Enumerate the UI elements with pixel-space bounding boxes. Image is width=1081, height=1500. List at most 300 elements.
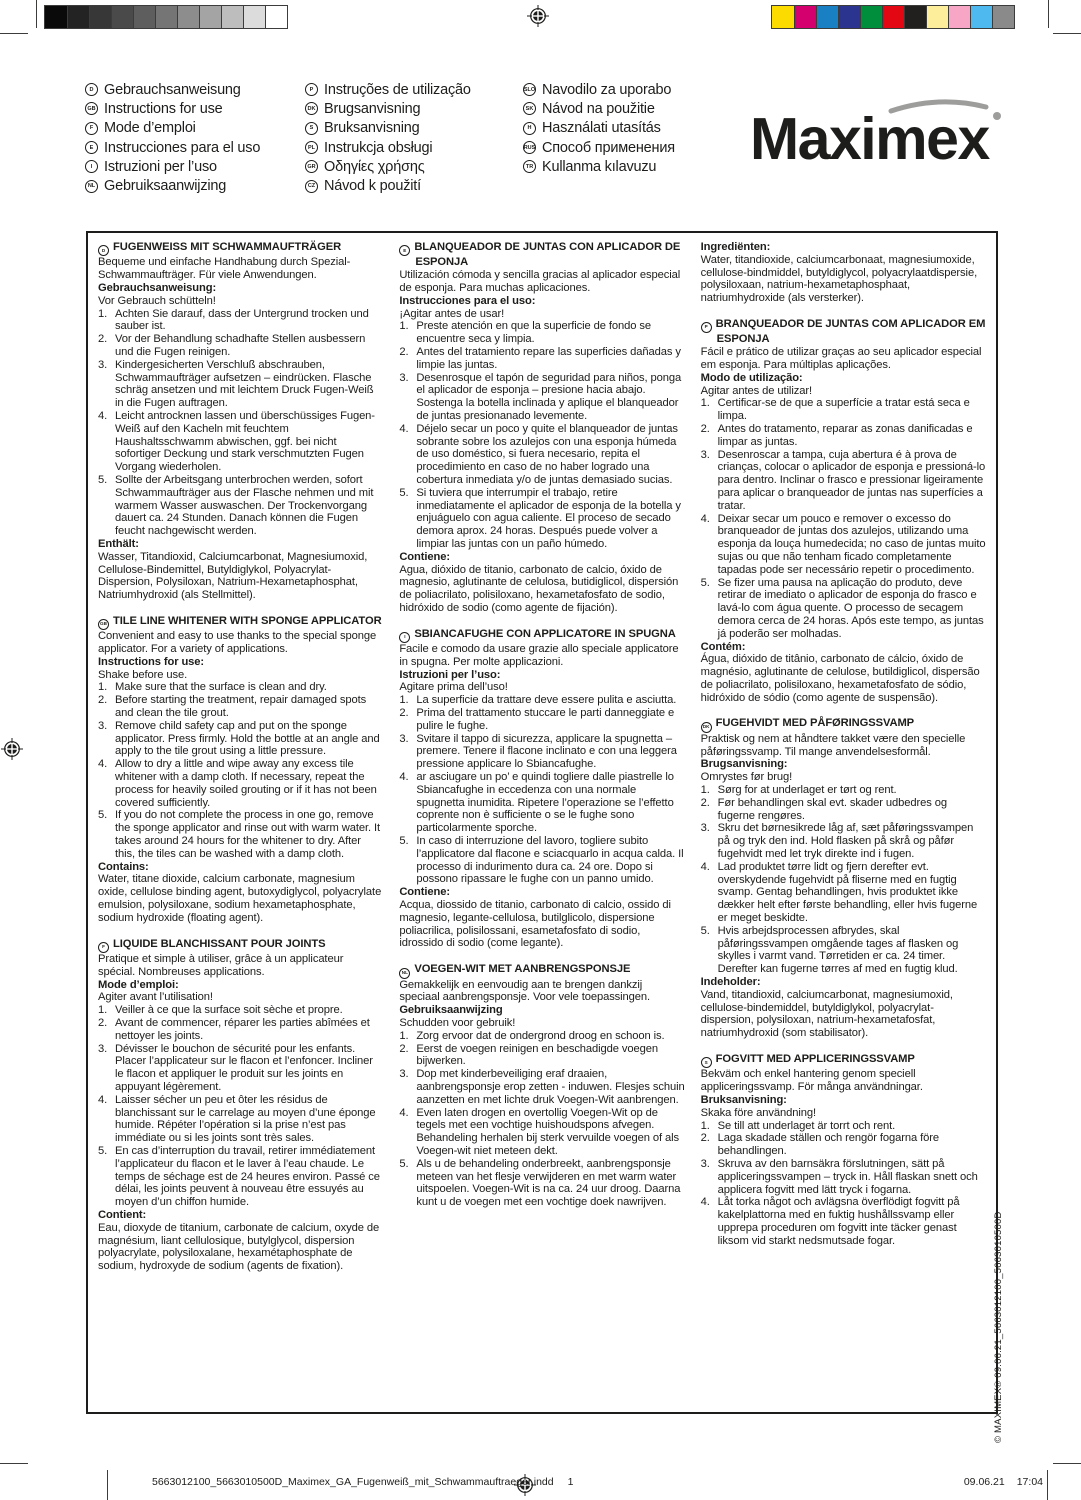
crop-mark (107, 1470, 108, 1500)
list-text: Sollte der Arbeitsgang unterbrochen werden, sofort Schwammaufträger aus der Flasche nehmen und mit warmem Wasser auswaschen. Der Trockenvorgang dauert ca. 24 Stunden. Danach können die Fugen feucht nachgewischt werden. (115, 473, 374, 538)
list-text: Svitare il tappo di sicurezza, applicare la spugnetta – premere. Tenere il flacone inclinato e con una leggera pressione applicare lo Sbiancafughe. (416, 732, 677, 771)
color-calibration-bar (771, 5, 1015, 29)
list-number: 1. (98, 681, 108, 694)
paragraph: Agiter avant l’utilisation! (98, 991, 213, 1004)
list-text: Si tuviera que interrumpir el trabajo, retire inmediatamente el aplicador de esponja de la botella y enjuáguelo con agua caliente. El proceso de secado demora aprox. 24 horas. Después puede volver a limpiar las juntas con un paño húmedo. (416, 486, 681, 550)
crop-mark (1053, 1463, 1081, 1464)
list-number: 5. (700, 576, 710, 589)
list-item (98, 1094, 383, 1145)
footer-page-number: 1 (567, 1476, 574, 1488)
crop-mark (36, 0, 37, 28)
color-swatch (926, 6, 948, 28)
color-swatch (89, 6, 111, 28)
list-item (701, 577, 986, 641)
subheading: Contém: (700, 640, 746, 653)
language-code-badge: I (85, 160, 98, 173)
list-text: Als u de behandeling onderbreekt, aanbrengsponsje meteen van het flesje verwijderen en met warm water uitspoelen. Voegen-Wit is na ca. 24 uur droog. Daarna kunt u de voegen met een vochtige doek nawrijven. (416, 1157, 681, 1209)
color-swatch (155, 6, 177, 28)
paragraph: Eau, dioxyde de titanium, carbonate de calcium, oxyde de magnésium, liant cellulosique, butylglycol, dispersion polyacrylate, polysiloxalane, hexamétaphosphate de sodium, hydroxyde de sodium (agents de fixation). (98, 1221, 380, 1273)
footer-filename (152, 1476, 573, 1488)
list-text: Déjelo secar un poco y quite el blanqueador de juntas sobrante sobre los azulejos con una esponja húmeda de uso doméstico, si fuera necesario, repita el procedimiento en caso de no haber logrado una cobertura inmediata y/o de juntas demasiado sucias. (416, 422, 678, 486)
color-swatch (948, 6, 970, 28)
color-swatch (772, 6, 794, 28)
language-code-badge: GR (305, 160, 318, 173)
color-swatch (243, 6, 265, 28)
list-item (98, 720, 383, 758)
section-title-text: BRANQUEADOR DE JUNTAS COM APLICADOR EM ESPONJA (715, 317, 986, 346)
paragraph: Bekväm och enkel hantering genom speciell appliceringssvamp. För många användningar. (700, 1068, 923, 1094)
list-item (701, 861, 986, 925)
list-item (98, 809, 383, 860)
list-item (399, 733, 684, 771)
logo-arc-icon (750, 94, 1012, 136)
list-text: Antes do tratamento, reparar as zonas danificadas e limpar as juntas. (717, 422, 973, 448)
list-text: Laga skadade ställen och rengör fogarna före behandlingen. (717, 1132, 940, 1158)
list-text: Achten Sie darauf, dass der Untergrund trocken und sauber ist. (115, 307, 369, 333)
list-item (399, 320, 684, 346)
subheading: Bruksanvisning: (700, 1093, 787, 1106)
section-title (399, 963, 684, 978)
list-number: 3. (700, 822, 710, 835)
subheading: Instructions for use: (98, 655, 205, 668)
language-code-badge: NL (85, 180, 98, 193)
language-label: Instructions for use (104, 100, 223, 117)
color-swatch (970, 6, 992, 28)
color-swatch (45, 6, 67, 28)
language-label: Návod na použitie (542, 100, 655, 117)
paragraph: Schudden voor gebruik! (399, 1017, 516, 1029)
list-text: Certificar-se de que a superfície a tratar está seca e limpa. (717, 397, 970, 423)
footer-time: 17:04 (1016, 1476, 1043, 1488)
registration-mark-icon (1, 738, 23, 760)
subheading: Contains: (98, 860, 149, 873)
list-text: Zorg ervoor dat de ondergrond droog en schoon is. (416, 1029, 665, 1042)
list-number: 5. (399, 1157, 409, 1170)
paragraph: Facile e comodo da usare grazie allo speciale applicatore in spugna. Per molte applicazioni. (399, 643, 679, 668)
footer-datetime (964, 1476, 1043, 1488)
paragraph: Pratique et simple à utiliser, grâce à un applicateur spécial. Nombreuses applications. (98, 953, 344, 978)
language-label: Navodilo za uporabo (542, 81, 672, 98)
language-row (523, 119, 675, 138)
crop-mark (0, 33, 28, 34)
language-code-badge: F (85, 122, 98, 135)
section-title-text: SBIANCAFUGHE CON APPLICATORE IN SPUGNA (414, 627, 676, 640)
language-label: Instrukcja obsługi (324, 139, 433, 156)
list-text: Skruva av den barnsäkra förslutningen, sätt på appliceringssvampen – tryck in. Håll flaskan snett och applicera fogvitt med lätt tryck i fogarna. (717, 1157, 978, 1196)
paragraph: Water, titandioxide, calciumcarbonaat, magnesiumoxide, cellulose-bindmiddel, butyldiglycol, polyacrylaatdispersie, polysiloxaan, natrium-hexametaphosphaat, natriumhydroxide (als versterker). (700, 253, 978, 305)
language-label: Instruções de utilização (324, 81, 471, 98)
language-label: Návod k použití (324, 178, 421, 195)
list-text: In caso di interruzione del lavoro, togliere subito l’applicatore dal flacone e sciacquarlo in acqua calda. Il processo di indurimento dura ca. 24 ore. Dopo si possono ripassare le fughe con un panno umido. (416, 835, 684, 886)
language-code-badge: SK (523, 102, 536, 115)
list-number: 1. (700, 1119, 710, 1132)
list-item (701, 1196, 986, 1247)
color-swatch (816, 6, 838, 28)
language-row (85, 80, 260, 99)
list-text: Skru det børnesikrede låg af, sæt påføringssvampen på og tryk den ind. Hold flasken på skrå og påfør fugehvidt med let tryk direkte ind i fugen. (717, 822, 974, 861)
subheading: Indeholder: (700, 976, 761, 989)
color-swatch (882, 6, 904, 28)
subheading: Mode d’emploi: (98, 978, 179, 991)
list-number: 1. (700, 397, 710, 410)
list-text: Dévisser le bouchon de sécurité pour les enfants. Placer l’applicateur sur le flacon et l’enfoncer. Incliner le flacon et appliquer le produit sur les joints en appuyant légèrement. (115, 1042, 373, 1093)
list-text: Deixar secar um pouco e remover o excesso do branqueador de juntas dos azulejos, utilizando uma esponja da louça humedecida; no caso de juntas muito sujas ou que não tenham ficado completamente tapadas pode ser necessário repetir o procedimento. (717, 512, 986, 576)
list-item (399, 1043, 684, 1069)
color-swatch (860, 6, 882, 28)
list-text: Dop met kinderbeveiliging eraf draaien, aanbrengsponsje erop zetten - induwen. Flesjes schuin aanzetten en met lichte druk Voegen-Wit aanbrengen. (416, 1068, 685, 1106)
list-item (701, 1120, 986, 1133)
list-text: Antes del tratamiento repare las superficies dañadas y limpie las juntas. (416, 345, 681, 371)
list-item (701, 784, 986, 797)
footer-date: 09.06.21 (963, 1476, 1005, 1488)
list-text: Preste atención en que la superficie de fondo se encuentre seca y limpia. (416, 320, 651, 346)
list-text: Kindergesicherten Verschluß abschrauben, Schwammaufträger aufsetzen – eindrücken. Flasche schräg ansetzen und mit leichtem Druck Fugen-Weiß in die Fugen auftragen. (115, 358, 374, 410)
list-item (399, 487, 684, 551)
list-number: 1. (98, 1004, 108, 1017)
language-code-badge: E (399, 245, 410, 256)
list-item (399, 694, 684, 707)
language-code-badge: E (85, 141, 98, 154)
list-item (98, 333, 383, 359)
language-label: Способ применения (542, 139, 675, 156)
list-text: Se till att underlaget är torrt och rent. (717, 1119, 896, 1132)
language-row (305, 99, 471, 118)
language-label: Kullanma kılavuzu (542, 158, 657, 175)
language-row (85, 157, 260, 176)
section-title-text: FUGEHVIDT MED PÅFØRINGSSVAMP (715, 717, 915, 730)
list-text: Make sure that the surface is clean and dry. (115, 681, 327, 694)
list-text: Remove child safety cap and put on the sponge applicator. Press firmly. Hold the bottle at an angle and apply to the tile grout using a little pressure. (115, 719, 380, 758)
list-item (98, 694, 383, 720)
subheading: Contiene: (399, 550, 451, 563)
section-title (98, 241, 383, 256)
list-text: La superficie da trattare deve essere pulita e asciutta. (416, 694, 677, 707)
language-code-badge: PL (305, 141, 318, 154)
list-number: 4. (700, 860, 710, 873)
subheading: Istruzioni per l’uso: (399, 668, 501, 681)
filename-text: 5663012100_5663010500D_Maximex_GA_Fugenweiß_mit_Schwammauftraeger.indd (152, 1476, 554, 1488)
color-swatch (67, 6, 89, 28)
language-label: Bruksanvisning (324, 120, 420, 137)
language-label: Gebruiksaanwijzing (104, 178, 227, 195)
list-item (399, 1107, 684, 1158)
list-number: 4. (399, 771, 409, 784)
list-text: Leicht antrocknen lassen und überschüssiges Fugen-Weiß auf den Kacheln mit feuchtem Haushaltsschwamm abwischen, ggf. bei nicht sofortiger Deckung und stark verschmutzten Fugen Vorgang wiederholen. (115, 409, 375, 474)
color-swatch (838, 6, 860, 28)
list-text: Veiller à ce que la surface soit sèche et propre. (115, 1004, 343, 1017)
paragraph: Utilización cómoda y sencilla gracias al aplicador especial de esponja. Para muchas aplicaciones. (399, 269, 681, 294)
language-row (305, 119, 471, 138)
list-text: Vor der Behandlung schadhafte Stellen ausbessern und die Fugen reinigen. (115, 333, 366, 358)
paragraph: Água, dióxido de titânio, carbonato de cálcio, óxido de magnésio, aglutinante de celulose, butildiglicol, dispersão de poliacrilato, polisiloxano, hexametafosfato de sódio, hidróxido de sódio (como agente de suspensão). (700, 653, 980, 704)
language-code-badge: RUS (523, 141, 536, 154)
list-item (399, 1030, 684, 1043)
instructions-content-box (86, 231, 998, 1414)
language-row (85, 176, 260, 195)
list-item (399, 1068, 684, 1106)
list-number: 1. (399, 694, 409, 707)
list-item (701, 397, 986, 423)
paragraph: Skaka före användning! (700, 1106, 817, 1119)
list-item (701, 449, 986, 513)
list-item (98, 474, 383, 538)
language-label: Instrucciones para el uso (104, 139, 261, 156)
section-title-text: VOEGEN-WIT MET AANBRENGSPONSJE (414, 963, 631, 976)
language-code-badge: GB (85, 102, 98, 115)
paragraph: Vand, titandioxid, calciumcarbonat, magnesiumoxid, cellulose-bindemiddel, butyldiglykol, polyacrylat-dispersion, polysiloxan, natrium-hexametafosfat, natriumhydroxid (som stabilisator). (700, 988, 953, 1040)
paragraph: Vor Gebrauch schütteln! (98, 294, 216, 307)
language-code-badge: SLO (523, 83, 536, 96)
list-text: If you do not complete the process in one go, remove the sponge applicator and rinse out with warm water. It takes around 24 hours for the whitener to dry. After this, the tiles can be washed with a damp cloth. (115, 809, 381, 860)
list-number: 3. (700, 1157, 710, 1170)
crop-mark (1047, 1470, 1048, 1500)
list-text: Even laten drogen en overtollig Voegen-Wit op de tegels met een vochtige huishoudspons afvegen. Behandeling herhalen bij sterk vervuilde voegen of als Voegen-wit niet meteen dekt. (416, 1106, 679, 1157)
vertical-copyright-text: © MAXIMEX® 09.06.21_5663012100_5663010500D (993, 1211, 1004, 1443)
section-title-text: BLANQUEADOR DE JUNTAS CON APLICADOR DE ESPONJA (414, 241, 681, 269)
section-title (701, 318, 986, 346)
list-text: Before starting the treatment, repair damaged spots and clean the tile grout. (115, 694, 367, 720)
language-code-badge: DK (305, 102, 318, 115)
list-number: 3. (98, 719, 108, 732)
language-row (305, 80, 471, 99)
language-list-column-3 (523, 80, 675, 176)
paragraph: Shake before use. (98, 668, 188, 681)
list-number: 2. (98, 1017, 108, 1029)
list-item (98, 410, 383, 474)
logo-text: Maximex (750, 106, 989, 172)
list-text: Eerst de voegen reinigen en beschadigde voegen bijwerken. (416, 1042, 659, 1068)
list-item (98, 681, 383, 694)
list-text: Låt torka något och avlägsna överflödigt fogvitt på kakelplattorna med en fuktig hushållssvamp eller upprepa proceduren om fogvitt inte täcker genast liksom vid starkt nedsmutsade fogar. (717, 1196, 960, 1247)
paragraph: Wasser, Titandioxid, Calciumcarbonat, Magnesiumoxid, Cellulose-Bindemittel, Butyldiglykol, Polyacrylat-Dispersion, Polysiloxan, Natrium-Hexametaphosphat, Natriumhydroxid (als Stellmittel). (98, 550, 368, 602)
list-item (399, 372, 684, 423)
color-swatch (992, 6, 1014, 28)
list-item (98, 1004, 383, 1017)
list-text: Desenrosque el tapón de seguridad para niños, ponga el aplicador de esponja – presione hacia abajo. Sostenga la botella inclinada y aplique el blanqueador de juntas presionanado levemente. (416, 371, 682, 422)
subheading: Ingrediënten: (700, 241, 771, 253)
section-title (98, 938, 383, 953)
list-number: 4. (399, 1106, 409, 1119)
list-number: 4. (98, 409, 108, 422)
list-number: 1. (399, 320, 409, 333)
list-item (701, 797, 986, 823)
language-code-badge: DK (701, 722, 712, 733)
language-label: Οδηγίες χρήσης (324, 158, 425, 175)
list-item (98, 359, 383, 410)
color-swatch (111, 6, 133, 28)
list-item (399, 835, 684, 886)
subheading: Enthält: (98, 537, 139, 550)
list-number: 5. (98, 809, 108, 822)
color-swatch (177, 6, 199, 28)
subheading: Contiene: (399, 886, 451, 899)
language-code-badge: GB (98, 619, 109, 630)
list-text: Prima del trattamento stuccare le parti danneggiate e pulire le fughe. (416, 707, 675, 732)
list-text: Før behandlingen skal evt. skader udbedres og fugerne rengøres. (717, 796, 947, 822)
section-title (701, 717, 986, 732)
subheading: Gebrauchsanweisung: (98, 281, 217, 294)
language-code-badge: P (305, 83, 318, 96)
list-item (701, 925, 986, 976)
color-swatch (794, 6, 816, 28)
list-number: 4. (700, 512, 710, 525)
maximex-logo (750, 100, 1012, 178)
subheading: Gebruiksaanwijzing (399, 1004, 503, 1017)
list-number: 5. (98, 473, 108, 486)
list-number: 2. (700, 1132, 710, 1145)
list-number: 3. (399, 732, 409, 745)
list-number: 5. (700, 924, 710, 937)
section-title (701, 1053, 986, 1068)
language-row (305, 157, 471, 176)
list-item (701, 513, 986, 577)
subheading: Contient: (98, 1208, 147, 1221)
language-code-badge: S (701, 1057, 712, 1068)
list-number: 5. (399, 835, 409, 848)
text-column-3 (701, 241, 986, 1412)
list-number: 2. (98, 694, 108, 707)
paragraph: Fácil e prático de utilizar graças ao seu aplicador especial em esponja. Para múltiplas aplicações. (700, 346, 982, 371)
text-column-2 (399, 241, 684, 1412)
list-number: 2. (98, 333, 108, 346)
list-text: Avant de commencer, réparer les parties abîmées et nettoyer les joints. (115, 1017, 370, 1042)
list-number: 3. (98, 1042, 108, 1055)
language-row (523, 157, 675, 176)
language-label: Használati utasítás (542, 120, 661, 137)
list-number: 2. (399, 1042, 409, 1055)
language-label: Brugsanvisning (324, 100, 421, 117)
language-row (85, 99, 260, 118)
section-title-text: FUGENWEISS MIT SCHWAMMAUFTRÄGER (113, 241, 342, 253)
section-title-text: TILE LINE WHITENER WITH SPONGE APPLICATOR (113, 614, 382, 627)
color-swatch (133, 6, 155, 28)
list-item (98, 1145, 383, 1209)
list-number: 2. (700, 422, 710, 435)
paragraph: Praktisk og nem at håndtere takket være den specielle påføringssvamp. Til mange anvendelsesformål. (700, 732, 966, 758)
list-text: Laisser sécher un peu et ôter les résidus de blanchissant sur le carrelage au moyen d’une éponge humide. Répéter l’opération si la prise n’est pas immédiate ou si les joints sont très sales. (115, 1093, 376, 1145)
list-text: Hvis arbejdsprocessen afbrydes, skal påføringssvampen omgående tages af flasken og skylles i varmt vand. Tørretiden er ca. 24 timer. Derefter kan fugerne tørres af med en fugtig klud. (717, 924, 959, 976)
list-number: 4. (399, 422, 409, 435)
color-swatch (265, 6, 287, 28)
language-code-badge: S (305, 122, 318, 135)
crop-mark (1053, 33, 1081, 34)
paragraph: Agitare prima dell’uso! (399, 681, 508, 694)
list-number: 5. (98, 1144, 108, 1157)
list-text: Lad produktet tørre lidt og fjern derefter evt. overskydende fugehvidt på fliserne med en fugtig svamp. Gentag behandlingen, hvis produktet ikke dækker helt efter første behandling, eller hvis fugerne er meget beskidte. (717, 860, 978, 925)
language-code-badge: CZ (305, 180, 318, 193)
color-swatch (904, 6, 926, 28)
list-text: ar asciugare un po’ e quindi togliere dalle piastrelle lo Sbiancafughe in eccedenza con una normale spugnetta inumidita. Ripetere l’operazione se l’effetto coprente non è sufficiente o se le fughe sono particolarmente sporche. (416, 771, 674, 835)
language-row (523, 138, 675, 157)
paragraph: Water, titane dioxide, calcium carbonate, magnesium oxide, cellulose binding agent, butoxydiglycol, polyacrylate emulsion, polysiloxane, sodium hexametaphosphate, sodium hydroxide (floating agent). (98, 873, 382, 924)
language-label: Istruzioni per l’uso (104, 158, 217, 175)
language-row (85, 138, 260, 157)
list-item (399, 346, 684, 372)
list-number: 5. (399, 486, 409, 499)
language-code-badge: P (701, 322, 712, 333)
subheading: Instrucciones para el uso: (399, 294, 536, 307)
list-item (399, 771, 684, 835)
paragraph: ¡Agitar antes de usar! (399, 307, 505, 320)
section-title-text: LIQUIDE BLANCHISSANT POUR JOINTS (113, 937, 326, 950)
paragraph: Agitar antes de utilizar! (700, 384, 812, 397)
language-row (305, 176, 471, 195)
text-column-1 (98, 241, 383, 1412)
list-number: 3. (700, 448, 710, 461)
list-text: En cas d’interruption du travail, retirer immédiatement l’applicateur du flacon et le laver à l’eau chaude. Le temps de séchage est de 24 heures environ. Passé ce délai, les joints peuvent à nouveau être essuyés au moyen d’un chiffon humide. (115, 1144, 380, 1209)
list-item (98, 308, 383, 334)
paragraph: Gemakkelijk en eenvoudig aan te brengen dankzij speciaal aanbrengsponsje. Voor vele toepassingen. (399, 978, 651, 1004)
list-text: Allow to dry a little and wipe away any excess tile whitener with a damp cloth. If necessary, repeat the process for heavily soiled grouting or if it has not been covered sufficiently. (115, 758, 377, 809)
language-code-badge: TR (523, 160, 536, 173)
language-code-badge: NL (399, 968, 410, 979)
list-item (399, 707, 684, 733)
list-number: 1. (98, 307, 108, 320)
list-text: Desenroscar a tampa, cuja abertura é à prova de crianças, colocar o aplicador de esponja e pressioná-lo para dentro. Inclinar o frasco e pressionar ligeiramente para aplicar o branqueador de juntas nas superfícies a tratar. (717, 448, 986, 512)
list-item (98, 758, 383, 809)
list-item (701, 822, 986, 860)
language-code-badge: D (85, 83, 98, 96)
language-row (523, 99, 675, 118)
paragraph: Agua, dióxido de titanio, carbonato de calcio, óxido de magnesio, aglutinante de celulosa, butidiglicol, dispersión de poliacrilato, polisiloxano, hexametafosfato de sodio, hidróxido de sodio (como agente de fijación). (399, 563, 679, 614)
list-number: 2. (700, 796, 710, 809)
list-item (98, 1017, 383, 1043)
list-item (701, 1132, 986, 1158)
list-text: Se fizer uma pausa na aplicação do produto, deve retirar de imediato o aplicador de esponja do frasco e lavá-lo com água quente. O processo de secagem demora cerca de 24 horas. Após este tempo, as juntas já poderão ser molhadas. (717, 576, 984, 640)
language-row (305, 138, 471, 157)
language-code-badge: F (98, 942, 109, 953)
list-number: 3. (399, 1068, 409, 1081)
language-code-badge: D (98, 245, 109, 256)
list-item (701, 1158, 986, 1196)
list-number: 2. (399, 707, 409, 720)
subheading: Modo de utilização: (700, 371, 803, 384)
section-title (98, 615, 383, 630)
language-code-badge: H (523, 122, 536, 135)
subheading: Brugsanvisning: (700, 758, 788, 771)
paragraph: Bequeme und einfache Handhabung durch Spezial- Schwammaufträger. Für viele Anwendungen. (98, 256, 351, 282)
language-label: Gebrauchsanweisung (104, 81, 241, 98)
list-number: 4. (98, 758, 108, 771)
language-list-column-2 (305, 80, 471, 196)
section-title-text: FOGVITT MED APPLICERINGSSVAMP (715, 1053, 915, 1065)
registration-mark-icon (527, 5, 549, 27)
list-number: 1. (399, 1029, 409, 1042)
crop-mark (1048, 0, 1049, 28)
list-number: 1. (700, 784, 710, 797)
color-swatch (221, 6, 243, 28)
language-code-badge: I (399, 632, 410, 643)
list-item (399, 1158, 684, 1209)
list-number: 3. (399, 371, 409, 384)
language-row (85, 119, 260, 138)
language-list-column-1 (85, 80, 260, 196)
crop-mark (0, 1463, 28, 1464)
language-label: Mode d’emploi (104, 120, 196, 137)
paragraph: Acqua, diossido de titanio, carbonato di calcio, ossido di magnesio, legante-cellulosa, butilglicolo, dispersione poliacrilica, polisilossani, esametafosfato di sodio, idrossido di sodio (come legante). (399, 899, 671, 950)
list-number: 2. (399, 345, 409, 358)
section-title (399, 628, 684, 643)
color-swatch (199, 6, 221, 28)
list-item (98, 1043, 383, 1094)
section-title (399, 241, 684, 269)
paragraph: Omrystes før brug! (700, 771, 793, 784)
list-number: 4. (700, 1196, 710, 1209)
list-number: 4. (98, 1093, 108, 1106)
list-number: 3. (98, 358, 108, 371)
list-text: Sørg for at underlaget er tørt og rent. (717, 784, 897, 797)
paragraph: Convenient and easy to use thanks to the special sponge applicator. For a variety of applications. (98, 630, 377, 656)
